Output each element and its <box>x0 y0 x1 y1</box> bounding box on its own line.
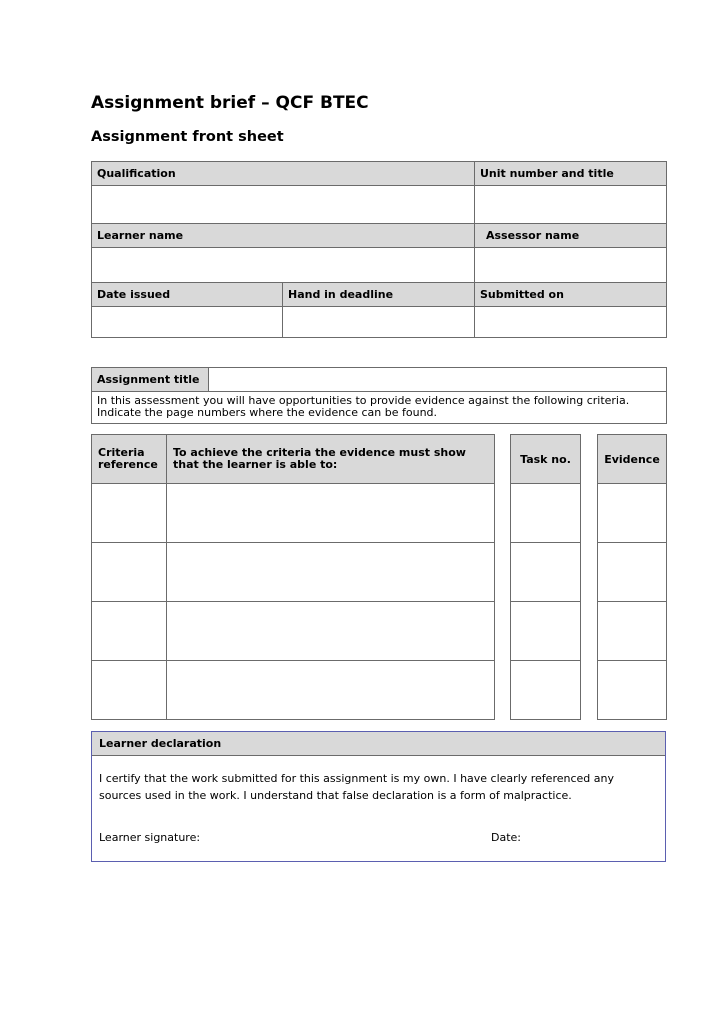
assignment-title-field[interactable] <box>209 368 667 392</box>
criteria-description-cell[interactable] <box>167 602 495 661</box>
criteria-reference-header-line2: reference <box>98 458 158 471</box>
unit-field[interactable] <box>475 186 667 224</box>
assignment-note-line2: Indicate the page numbers where the evidence can be found. <box>97 406 438 419</box>
task-number-cell[interactable] <box>511 484 581 543</box>
criteria-description-cell[interactable] <box>167 543 495 602</box>
hand-in-deadline-field[interactable] <box>283 307 475 338</box>
learner-declaration-box <box>91 731 666 862</box>
assignment-title-label: Assignment title <box>92 368 209 392</box>
evidence-cell[interactable] <box>598 543 667 602</box>
date-issued-label: Date issued <box>92 283 283 307</box>
front-sheet-table <box>91 161 667 338</box>
task-number-table <box>510 434 581 720</box>
assignment-note <box>92 392 667 424</box>
criteria-reference-header-line1: Criteria <box>98 446 145 459</box>
task-number-header: Task no. <box>511 435 581 484</box>
evidence-table <box>597 434 667 720</box>
learner-declaration-heading: Learner declaration <box>92 732 665 756</box>
hand-in-deadline-label: Hand in deadline <box>283 283 475 307</box>
submitted-on-field[interactable] <box>475 307 667 338</box>
page-title: Assignment brief – QCF BTEC <box>91 93 369 113</box>
criteria-reference-cell[interactable] <box>92 602 167 661</box>
evidence-header: Evidence <box>598 435 667 484</box>
criteria-reference-cell[interactable] <box>92 484 167 543</box>
criteria-reference-cell[interactable] <box>92 661 167 720</box>
evidence-cell[interactable] <box>598 602 667 661</box>
learner-declaration-text <box>99 770 659 804</box>
learner-name-field[interactable] <box>92 248 475 283</box>
assignment-note-line1: In this assessment you will have opportunities to provide evidence against the following criteria. <box>97 394 630 407</box>
date-issued-field[interactable] <box>92 307 283 338</box>
assessor-name-label: Assessor name <box>475 224 667 248</box>
learner-declaration-line1: I certify that the work submitted for this assignment is my own. I have clearly referenced any <box>99 772 614 785</box>
criteria-description-header-line1: To achieve the criteria the evidence must show <box>173 446 466 459</box>
learner-signature-label: Learner signature: <box>99 831 201 844</box>
evidence-cell[interactable] <box>598 661 667 720</box>
qualification-field[interactable] <box>92 186 475 224</box>
task-number-cell[interactable] <box>511 661 581 720</box>
task-number-cell[interactable] <box>511 543 581 602</box>
criteria-description-header-line2: that the learner is able to: <box>173 458 338 471</box>
learner-declaration-line2: sources used in the work. I understand that false declaration is a form of malpractice. <box>99 789 572 802</box>
criteria-reference-cell[interactable] <box>92 543 167 602</box>
criteria-description-header <box>167 435 495 484</box>
learner-name-label: Learner name <box>92 224 475 248</box>
criteria-description-cell[interactable] <box>167 661 495 720</box>
qualification-label: Qualification <box>92 162 475 186</box>
declaration-date-label: Date: <box>491 831 521 844</box>
criteria-description-cell[interactable] <box>167 484 495 543</box>
criteria-table <box>91 434 495 720</box>
assessor-name-field[interactable] <box>475 248 667 283</box>
submitted-on-label: Submitted on <box>475 283 667 307</box>
unit-label: Unit number and title <box>475 162 667 186</box>
task-number-cell[interactable] <box>511 602 581 661</box>
assignment-title-table <box>91 367 667 424</box>
criteria-reference-header <box>92 435 167 484</box>
page-subtitle: Assignment front sheet <box>91 129 284 145</box>
evidence-cell[interactable] <box>598 484 667 543</box>
